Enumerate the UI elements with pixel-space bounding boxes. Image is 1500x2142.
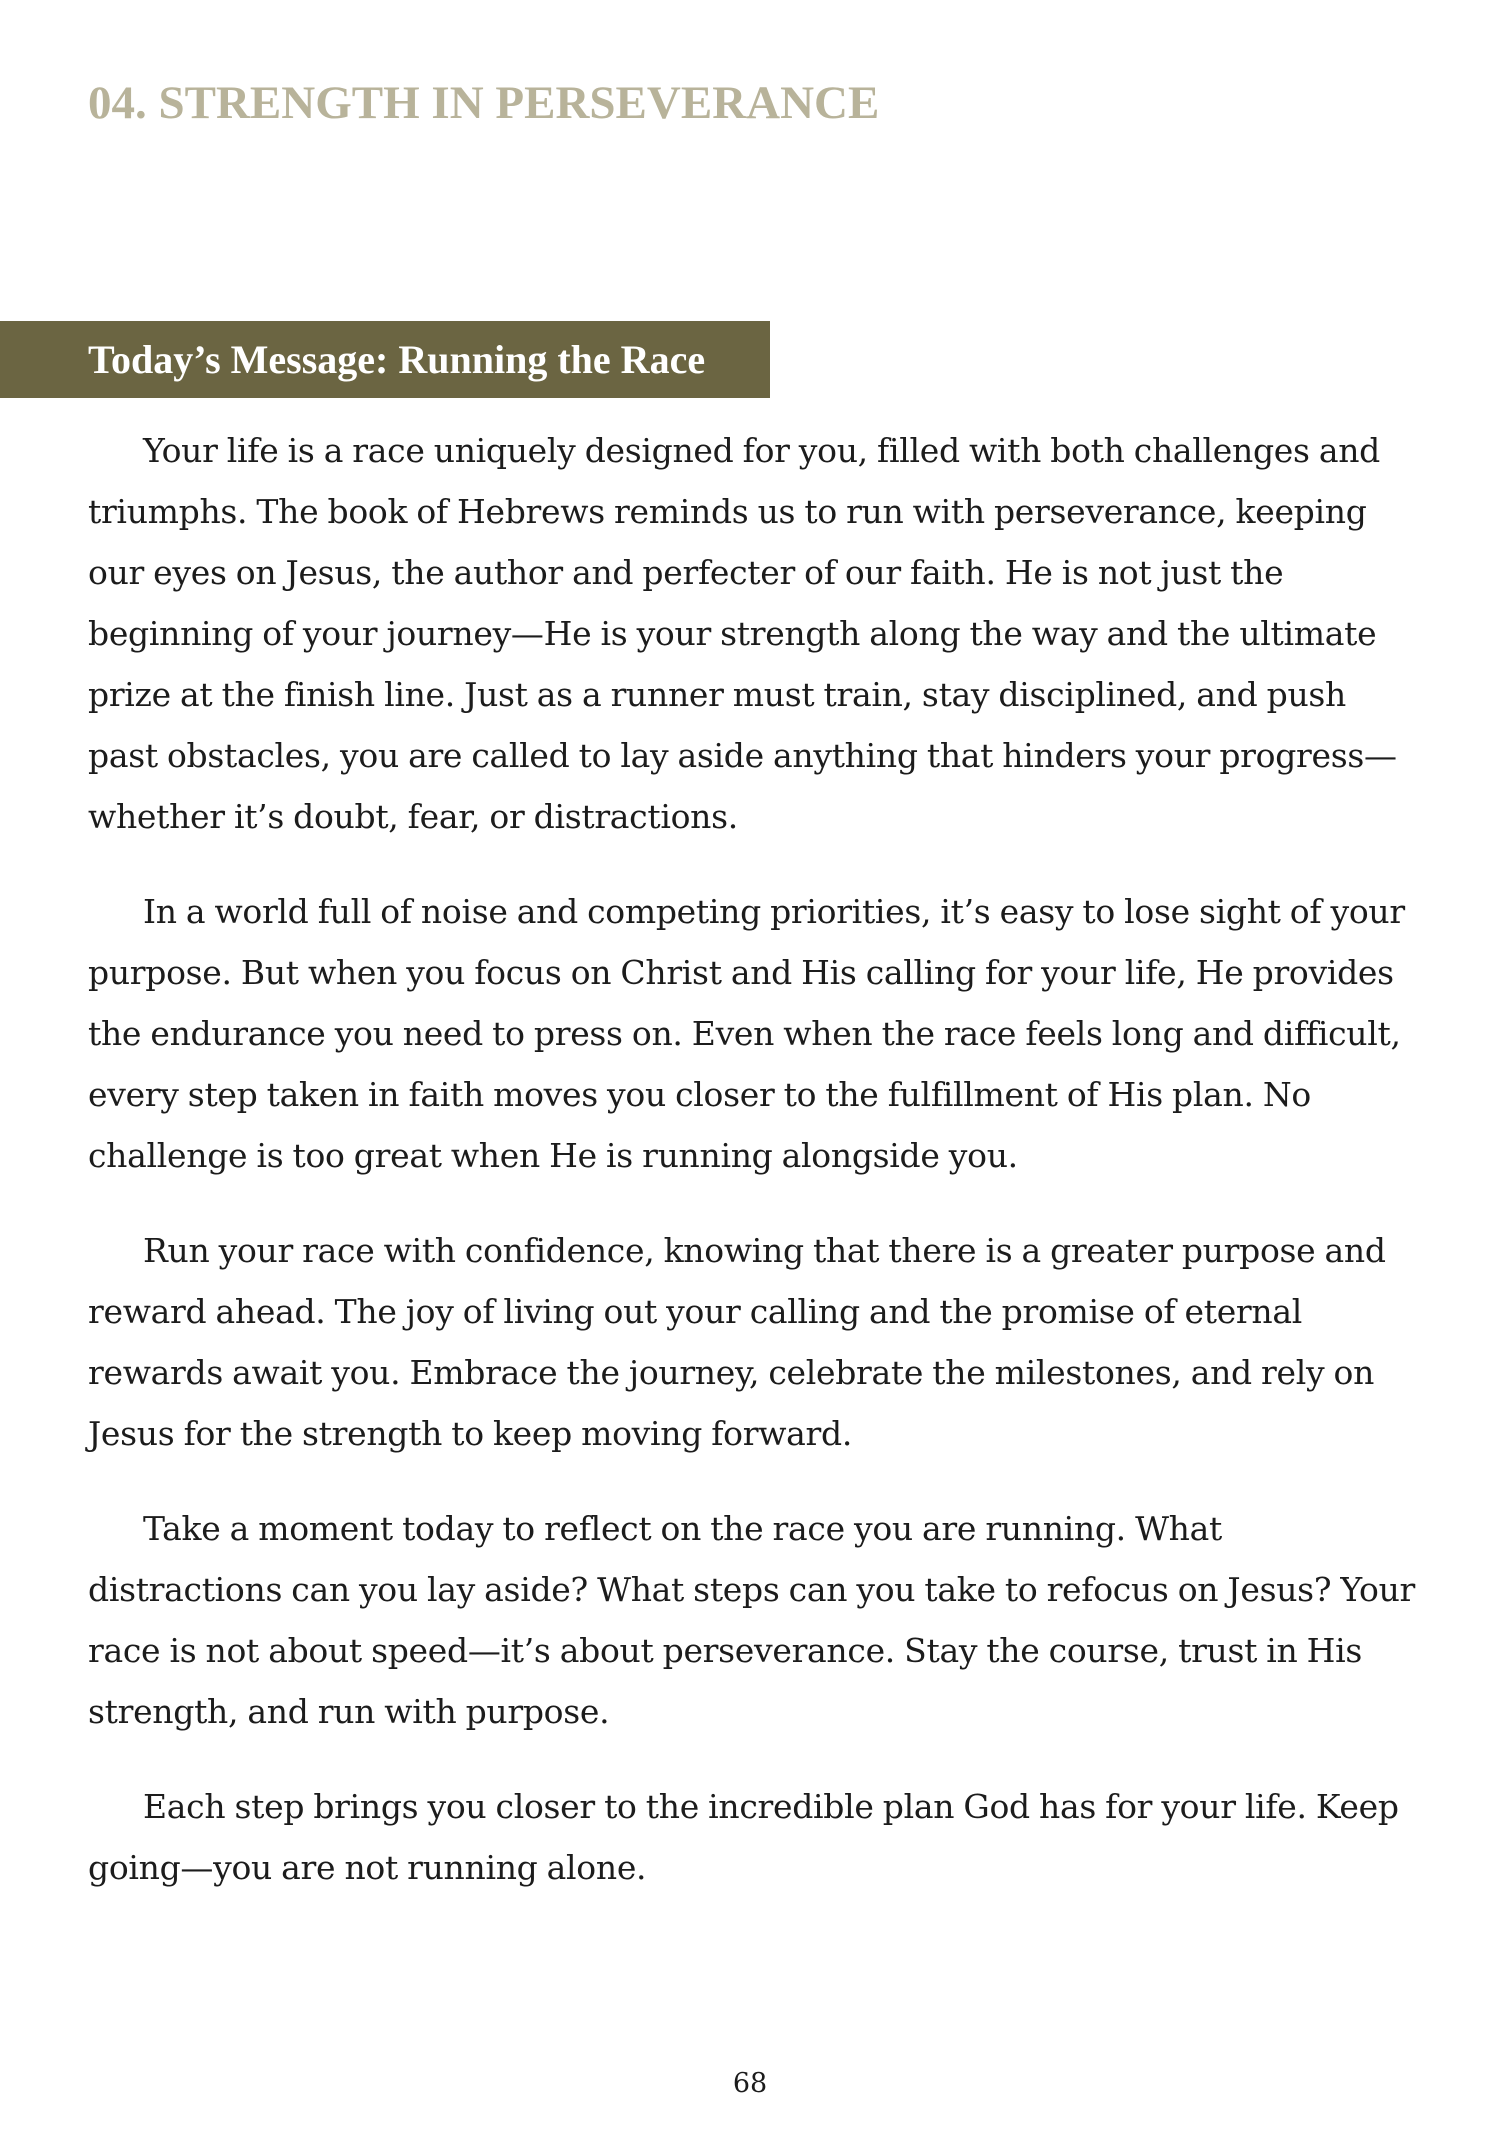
paragraph-3: Run your race with confidence, knowing that there is a greater purpose and reward ahead. The joy of living out your calling and the promise of eternal rewards await you. Embrace the journey, celebrate the milestones, and rely on Jesus for the strength to keep moving forward. xyxy=(88,1231,1386,1453)
paragraph-1: Your life is a race uniquely designed for you, filled with both challenges and triumphs. The book of Hebrews reminds us to run with perseverance, keeping our eyes on Jesus, the author and perfecter of our faith. He is not just the beginning of your journey—He is your strength along the way and the ultimate prize at the finish line. Just as a runner must train, stay disciplined, and push past obstacles, you are called to lay aside anything that hinders your progress—whether it’s doubt, fear, or distractions. xyxy=(88,431,1397,836)
page-number: 68 xyxy=(732,2068,768,2099)
chapter-title: 04. STRENGTH IN PERSEVERANCE xyxy=(88,77,880,129)
message-body xyxy=(88,420,1418,1932)
paragraph-5: Each step brings you closer to the incredible plan God has for your life. Keep going—you are not running alone. xyxy=(88,1787,1399,1887)
paragraph-2: In a world full of noise and competing priorities, it’s easy to lose sight of your purpose. But when you focus on Christ and His calling for your life, He provides the endurance you need to press on. Even when the race feels long and difficult, every step taken in faith moves you closer to the fulfillment of His plan. No challenge is too great when He is running alongside you. xyxy=(88,892,1405,1175)
section-banner xyxy=(0,321,770,398)
paragraph-4: Take a moment today to reflect on the race you are running. What distractions can you lay aside? What steps can you take to refocus on Jesus? Your race is not about speed—it’s about perseverance. Stay the course, trust in His strength, and run with purpose. xyxy=(88,1509,1416,1731)
section-heading: Today’s Message: Running the Race xyxy=(88,337,706,382)
